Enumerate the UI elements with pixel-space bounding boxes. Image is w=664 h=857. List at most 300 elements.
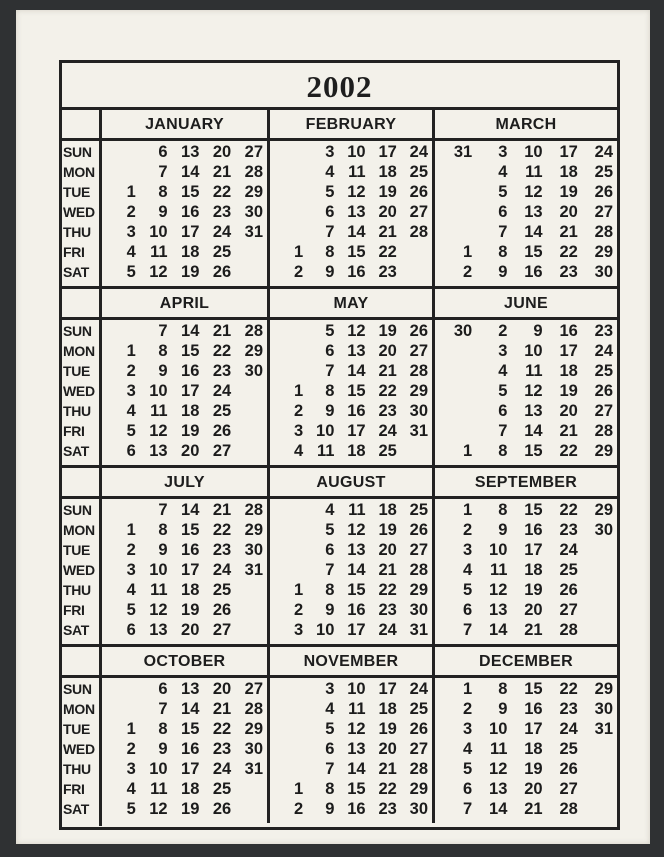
- date-cell: 13: [524, 203, 543, 221]
- date-cell: 6: [325, 342, 335, 360]
- date-cell: 12: [524, 382, 543, 400]
- date-cell: 27: [212, 442, 232, 460]
- date-cell: 9: [158, 740, 168, 758]
- day-label-wed: WED: [63, 204, 95, 220]
- date-cell: 5: [126, 422, 136, 440]
- date-cell: 15: [181, 342, 200, 360]
- date-cell: 27: [409, 541, 428, 559]
- date-cell: 7: [325, 760, 335, 778]
- date-cell: 20: [524, 601, 543, 619]
- date-cell: 21: [212, 322, 232, 340]
- date-cell: 20: [378, 342, 397, 360]
- date-cell: 19: [524, 581, 543, 599]
- date-cell: 5: [325, 521, 335, 539]
- date-cell: 16: [347, 601, 366, 619]
- date-cell: 22: [559, 243, 578, 261]
- date-cell: 2: [463, 700, 473, 718]
- date-cell: 2: [294, 601, 304, 619]
- date-cell: 8: [325, 581, 335, 599]
- date-cell: 9: [158, 203, 168, 221]
- date-cell: 31: [244, 561, 263, 579]
- date-cell: 5: [325, 720, 335, 738]
- date-cell: 16: [524, 263, 543, 281]
- date-cell: 20: [378, 203, 397, 221]
- month-april: [102, 289, 267, 465]
- date-cell: 7: [498, 422, 508, 440]
- month-november: [267, 647, 432, 823]
- day-label-fri: FRI: [63, 244, 85, 260]
- day-label-sun: SUN: [63, 144, 92, 160]
- date-cell: 2: [126, 541, 136, 559]
- day-label-mon: MON: [63, 164, 95, 180]
- date-cell: 13: [524, 402, 543, 420]
- date-cell: 22: [212, 342, 232, 360]
- date-cell: 15: [347, 382, 366, 400]
- date-cell: 13: [347, 342, 366, 360]
- date-cell: 18: [524, 561, 543, 579]
- month-january: [102, 110, 267, 286]
- date-cell: 5: [325, 183, 335, 201]
- date-cell: 16: [347, 263, 366, 281]
- date-cell: 22: [559, 680, 578, 698]
- day-label-mon: MON: [63, 343, 95, 359]
- date-cell: 11: [348, 700, 366, 718]
- date-cell: 8: [325, 780, 335, 798]
- quarter-block: [62, 110, 617, 289]
- date-cell: 21: [378, 223, 397, 241]
- date-cell: 20: [524, 780, 543, 798]
- date-cell: 10: [316, 422, 335, 440]
- date-cell: 30: [244, 362, 263, 380]
- date-cell: 13: [149, 442, 168, 460]
- date-cell: 4: [498, 163, 508, 181]
- date-cell: 24: [378, 422, 397, 440]
- date-cell: 22: [212, 521, 232, 539]
- date-cell: 2: [126, 740, 136, 758]
- date-cell: 28: [409, 561, 428, 579]
- date-cell: 3: [325, 143, 335, 161]
- date-cell: 9: [158, 541, 168, 559]
- month-name: JULY: [164, 474, 205, 491]
- date-cell: 21: [378, 760, 397, 778]
- date-cell: 24: [594, 342, 613, 360]
- date-cell: 8: [325, 243, 335, 261]
- date-cell: 13: [347, 541, 366, 559]
- date-cell: 2: [126, 362, 136, 380]
- date-cell: 11: [150, 243, 168, 261]
- date-cell: 20: [559, 402, 578, 420]
- date-cell: 5: [463, 760, 473, 778]
- date-cell: 11: [489, 740, 508, 758]
- date-cell: 9: [158, 362, 168, 380]
- date-cell: 19: [378, 521, 397, 539]
- date-cell: 8: [498, 243, 508, 261]
- date-cell: 15: [524, 243, 543, 261]
- date-cell: 28: [409, 760, 428, 778]
- month-october: [102, 647, 267, 823]
- date-cell: 4: [294, 442, 304, 460]
- date-cell: 7: [158, 163, 168, 181]
- date-cell: 6: [325, 203, 335, 221]
- date-cell: 27: [244, 143, 263, 161]
- date-cell: 3: [126, 561, 136, 579]
- date-cell: 2: [498, 322, 508, 340]
- date-cell: 29: [409, 382, 428, 400]
- date-cell: 11: [150, 402, 168, 420]
- date-cell: 4: [126, 243, 136, 261]
- date-cell: 26: [409, 720, 428, 738]
- date-cell: 4: [463, 561, 473, 579]
- date-cell: 25: [212, 402, 232, 420]
- date-cell: 15: [181, 521, 200, 539]
- date-cell: 20: [212, 680, 232, 698]
- date-cell: 12: [149, 601, 168, 619]
- date-cell: 4: [126, 581, 136, 599]
- month-name: MAY: [333, 295, 369, 312]
- date-cell: 6: [498, 402, 508, 420]
- date-cell: 9: [325, 263, 335, 281]
- day-labels-column: [62, 110, 102, 289]
- date-cell: 16: [347, 800, 366, 818]
- date-cell: 6: [498, 203, 508, 221]
- date-cell: 19: [559, 183, 578, 201]
- date-cell: 12: [149, 800, 168, 818]
- date-cell: 20: [212, 143, 232, 161]
- date-cell: 22: [212, 183, 232, 201]
- date-cell: 18: [181, 243, 200, 261]
- day-label-thu: THU: [63, 403, 91, 419]
- date-cell: 1: [294, 382, 304, 400]
- date-cell: 29: [244, 183, 263, 201]
- date-cell: 27: [559, 601, 578, 619]
- date-cell: 17: [347, 621, 366, 639]
- date-cell: 28: [244, 163, 263, 181]
- date-cell: 30: [244, 740, 263, 758]
- date-cell: 23: [212, 740, 232, 758]
- date-cell: 13: [489, 601, 508, 619]
- date-cell: 11: [348, 501, 366, 519]
- date-cell: 27: [409, 203, 428, 221]
- date-cell: 9: [325, 601, 335, 619]
- date-cell: 13: [347, 740, 366, 758]
- date-cell: 6: [463, 601, 473, 619]
- day-label-sat: SAT: [63, 801, 90, 817]
- date-cell: 3: [498, 342, 508, 360]
- date-cell: 10: [347, 680, 366, 698]
- date-cell: 14: [181, 163, 200, 181]
- date-cell: 26: [212, 601, 232, 619]
- day-label-sat: SAT: [63, 622, 90, 638]
- date-cell: 19: [559, 382, 578, 400]
- quarter-block: [62, 647, 617, 826]
- date-cell: 11: [348, 163, 366, 181]
- date-cell: 12: [524, 183, 543, 201]
- date-cell: 28: [409, 223, 428, 241]
- day-labels-column: [62, 468, 102, 647]
- date-cell: 23: [559, 700, 578, 718]
- date-cell: 15: [347, 581, 366, 599]
- date-cell: 17: [524, 720, 543, 738]
- day-label-sun: SUN: [63, 502, 92, 518]
- date-cell: 17: [559, 143, 578, 161]
- date-cell: 27: [409, 342, 428, 360]
- date-cell: 8: [158, 342, 168, 360]
- date-cell: 8: [498, 442, 508, 460]
- date-cell: 1: [294, 780, 304, 798]
- date-cell: 13: [181, 680, 200, 698]
- date-cell: 27: [559, 780, 578, 798]
- date-cell: 26: [559, 760, 578, 778]
- date-cell: 28: [244, 322, 263, 340]
- date-cell: 17: [181, 382, 200, 400]
- month-name: FEBRUARY: [305, 116, 397, 133]
- date-cell: 29: [244, 521, 263, 539]
- month-name: MARCH: [495, 116, 557, 133]
- date-cell: 1: [294, 581, 304, 599]
- date-cell: 4: [463, 740, 473, 758]
- date-cell: 5: [498, 183, 508, 201]
- date-cell: 21: [378, 362, 397, 380]
- date-cell: 20: [378, 541, 397, 559]
- date-cell: 12: [347, 720, 366, 738]
- date-cell: 3: [325, 680, 335, 698]
- date-cell: 16: [181, 740, 200, 758]
- date-cell: 31: [244, 760, 263, 778]
- date-cell: 12: [489, 581, 508, 599]
- date-cell: 26: [409, 322, 428, 340]
- date-cell: 18: [347, 442, 366, 460]
- month-name: APRIL: [159, 295, 210, 312]
- date-cell: 21: [559, 223, 578, 241]
- date-cell: 8: [158, 183, 168, 201]
- quarter-block: [62, 289, 617, 468]
- calendar-frame: [59, 60, 620, 830]
- date-cell: 23: [559, 263, 578, 281]
- date-cell: 14: [181, 322, 200, 340]
- date-cell: 4: [498, 362, 508, 380]
- date-cell: 25: [594, 362, 613, 380]
- date-cell: 26: [594, 382, 613, 400]
- date-cell: 26: [212, 422, 232, 440]
- date-cell: 13: [181, 143, 200, 161]
- date-cell: 30: [453, 322, 473, 340]
- date-cell: 17: [347, 422, 366, 440]
- day-label-mon: MON: [63, 522, 95, 538]
- date-cell: 29: [409, 780, 428, 798]
- date-cell: 24: [594, 143, 613, 161]
- date-cell: 15: [524, 680, 543, 698]
- date-cell: 3: [126, 760, 136, 778]
- date-cell: 18: [524, 740, 543, 758]
- date-cell: 24: [409, 143, 428, 161]
- date-cell: 2: [126, 203, 136, 221]
- date-cell: 13: [489, 780, 508, 798]
- date-cell: 24: [212, 382, 232, 400]
- date-cell: 30: [594, 700, 613, 718]
- date-cell: 3: [126, 382, 136, 400]
- quarter-block: [62, 468, 617, 647]
- date-cell: 29: [594, 442, 613, 460]
- year-header: [62, 63, 617, 110]
- date-cell: 28: [594, 422, 613, 440]
- date-cell: 25: [212, 581, 232, 599]
- date-cell: 10: [489, 720, 508, 738]
- date-cell: 8: [498, 680, 508, 698]
- date-cell: 13: [149, 621, 168, 639]
- date-cell: 12: [149, 263, 168, 281]
- date-cell: 14: [524, 223, 543, 241]
- month-may: [267, 289, 432, 465]
- date-cell: 6: [126, 621, 136, 639]
- date-cell: 6: [463, 780, 473, 798]
- date-cell: 7: [325, 223, 335, 241]
- date-cell: 31: [453, 143, 473, 161]
- date-cell: 18: [181, 780, 200, 798]
- date-cell: 24: [212, 760, 232, 778]
- date-cell: 28: [409, 362, 428, 380]
- date-cell: 18: [378, 700, 397, 718]
- day-label-wed: WED: [63, 562, 95, 578]
- date-cell: 25: [559, 561, 578, 579]
- date-cell: 20: [378, 740, 397, 758]
- date-cell: 1: [294, 243, 304, 261]
- day-label-thu: THU: [63, 761, 91, 777]
- date-cell: 10: [149, 760, 168, 778]
- day-label-thu: THU: [63, 224, 91, 240]
- date-cell: 7: [498, 223, 508, 241]
- date-cell: 7: [463, 800, 473, 818]
- date-cell: 21: [524, 621, 543, 639]
- date-cell: 6: [325, 740, 335, 758]
- date-cell: 10: [524, 143, 543, 161]
- date-cell: 2: [294, 800, 304, 818]
- date-cell: 19: [378, 322, 397, 340]
- date-cell: 24: [409, 680, 428, 698]
- date-cell: 7: [325, 561, 335, 579]
- date-cell: 3: [126, 223, 136, 241]
- date-cell: 23: [212, 541, 232, 559]
- date-cell: 25: [594, 163, 613, 181]
- date-cell: 24: [559, 720, 578, 738]
- date-cell: 16: [559, 322, 578, 340]
- date-cell: 29: [409, 581, 428, 599]
- date-cell: 29: [244, 720, 263, 738]
- date-cell: 25: [378, 442, 397, 460]
- date-cell: 14: [347, 760, 366, 778]
- month-name: NOVEMBER: [303, 653, 399, 670]
- date-cell: 19: [181, 601, 200, 619]
- date-cell: 24: [212, 223, 232, 241]
- date-cell: 6: [325, 541, 335, 559]
- date-cell: 28: [244, 501, 263, 519]
- date-cell: 25: [409, 700, 428, 718]
- date-cell: 1: [463, 680, 473, 698]
- date-cell: 19: [378, 183, 397, 201]
- date-cell: 7: [158, 322, 168, 340]
- date-cell: 11: [525, 163, 543, 181]
- date-cell: 9: [498, 700, 508, 718]
- day-label-mon: MON: [63, 701, 95, 717]
- month-february: [267, 110, 432, 286]
- date-cell: 29: [594, 680, 613, 698]
- date-cell: 17: [181, 223, 200, 241]
- date-cell: 20: [181, 442, 200, 460]
- date-cell: 26: [212, 800, 232, 818]
- date-cell: 3: [463, 720, 473, 738]
- date-cell: 18: [378, 501, 397, 519]
- date-cell: 3: [463, 541, 473, 559]
- date-cell: 3: [294, 621, 304, 639]
- date-cell: 10: [524, 342, 543, 360]
- month-name: SEPTEMBER: [474, 474, 578, 491]
- date-cell: 14: [347, 362, 366, 380]
- date-cell: 2: [294, 402, 304, 420]
- date-cell: 30: [409, 800, 428, 818]
- date-cell: 1: [126, 183, 136, 201]
- date-cell: 3: [294, 422, 304, 440]
- date-cell: 11: [489, 561, 508, 579]
- date-cell: 15: [181, 720, 200, 738]
- month-july: [102, 468, 267, 644]
- date-cell: 16: [524, 521, 543, 539]
- date-cell: 23: [594, 322, 613, 340]
- date-cell: 25: [212, 243, 232, 261]
- date-cell: 1: [126, 521, 136, 539]
- date-cell: 5: [463, 581, 473, 599]
- date-cell: 9: [498, 521, 508, 539]
- date-cell: 1: [126, 342, 136, 360]
- date-cell: 2: [294, 263, 304, 281]
- date-cell: 22: [559, 501, 578, 519]
- date-cell: 23: [212, 362, 232, 380]
- date-cell: 29: [594, 243, 613, 261]
- date-cell: 21: [559, 422, 578, 440]
- date-cell: 23: [378, 800, 397, 818]
- date-cell: 30: [409, 601, 428, 619]
- date-cell: 22: [378, 780, 397, 798]
- month-june: [432, 289, 617, 465]
- date-cell: 25: [409, 163, 428, 181]
- date-cell: 21: [524, 800, 543, 818]
- day-label-sat: SAT: [63, 443, 90, 459]
- day-label-wed: WED: [63, 741, 95, 757]
- date-cell: 4: [325, 700, 335, 718]
- date-cell: 5: [498, 382, 508, 400]
- date-cell: 18: [181, 581, 200, 599]
- date-cell: 28: [244, 700, 263, 718]
- date-cell: 9: [533, 322, 543, 340]
- month-name: AUGUST: [316, 474, 386, 491]
- date-cell: 16: [181, 541, 200, 559]
- date-cell: 17: [559, 342, 578, 360]
- date-cell: 16: [347, 402, 366, 420]
- date-cell: 23: [378, 263, 397, 281]
- date-cell: 12: [347, 322, 366, 340]
- date-cell: 15: [347, 780, 366, 798]
- date-cell: 5: [325, 322, 335, 340]
- date-cell: 10: [149, 382, 168, 400]
- date-cell: 30: [244, 541, 263, 559]
- date-cell: 28: [559, 621, 578, 639]
- date-cell: 1: [126, 720, 136, 738]
- date-cell: 8: [498, 501, 508, 519]
- day-label-sun: SUN: [63, 681, 92, 697]
- date-cell: 31: [409, 621, 428, 639]
- date-cell: 25: [559, 740, 578, 758]
- month-march: [432, 110, 617, 286]
- date-cell: 14: [347, 223, 366, 241]
- day-labels-column: [62, 647, 102, 826]
